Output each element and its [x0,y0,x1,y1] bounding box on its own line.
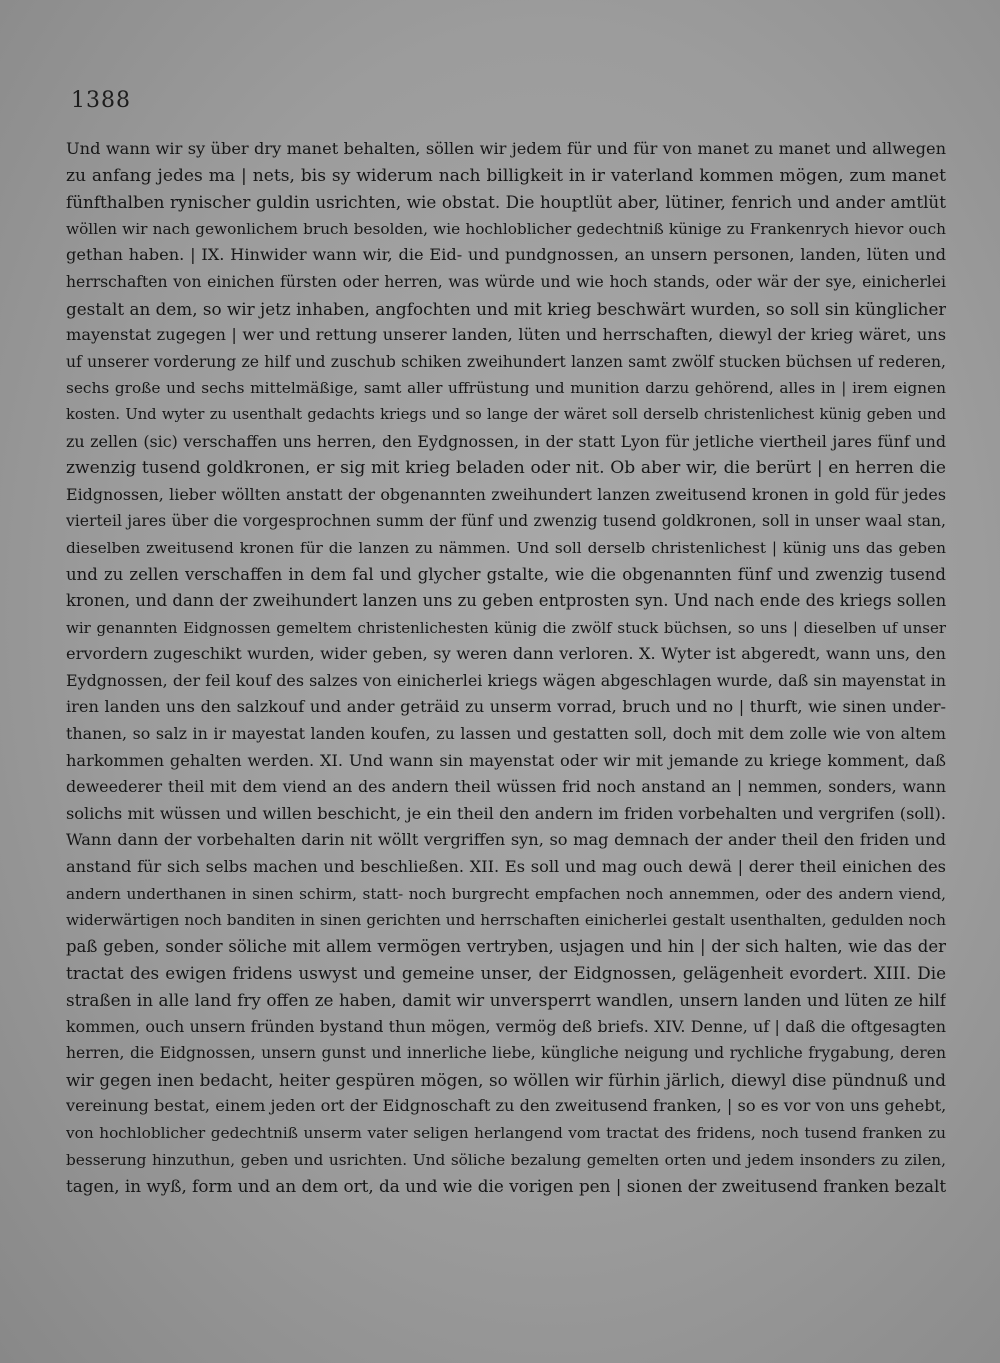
text-line: wir genannten Eidgnossen gemeltem christenlichesten künig die zwölf stuck büchsen, so uns | dieselben uf unser [66,618,946,637]
text-line: mayenstat zugegen | wer und rettung unserer landen, lüten und herrschaften, diewyl der krieg wäret, uns [66,325,946,345]
text-line: gestalt an dem, so wir jetz inhaben, angfochten und mit krieg beschwärt wurden, so soll sin künglicher [66,298,946,319]
text-line: besserung hinzuthun, geben und usrichten. Und söliche bezalung gemelten orten und jedem insonders zu zilen, [66,1150,946,1169]
text-line: vierteil jares über die vorgesprochnen summ der fünf und zwenzig tusend goldkronen, soll in unser waal stan, [66,512,946,531]
text-line: sechs große und sechs mittelmäßige, samt aller uffrüstung und munition darzu gehörend, alles in | irem eignen [66,379,946,398]
text-line: herrschaften von einichen fürsten oder herren, was würde und wie hoch stands, oder wär der sye, einicherlei [66,272,946,291]
text-line: paß geben, sonder söliche mit allem vermögen vertryben, usjagen und hin | der sich halten, wie das der [66,936,946,956]
text-line: herren, die Eidgnossen, unsern gunst und innerliche liebe, küngliche neigung und rychliche frygabung, deren [66,1044,946,1063]
text-line: gethan haben. | IX. Hinwider wann wir, die Eid- und pundgnossen, an unsern personen, landen, lüten und [66,245,946,265]
text-line: wöllen wir nach gewonlichem bruch besolden, wie hochloblicher gedechtniß künige zu Frankenrych hievor ouch [66,219,946,238]
text-line: Wann dann der vorbehalten darin nit wöllt vergriffen syn, so mag demnach der ander theil den friden und [66,830,946,850]
text-line: tagen, in wyß, form und an dem ort, da und wie die vorigen pen | sionen der zweitusend franken bezalt [66,1176,946,1197]
text-line: thanen, so salz in ir mayestat landen koufen, zu lassen und gestatten soll, doch mit dem zolle wie von altem [66,724,946,744]
text-line: widerwärtigen noch banditen in sinen gerichten und herrschaften einicherlei gestalt usenthalten, gedulden noch [66,911,946,930]
text-line: kronen, und dann der zweihundert lanzen uns zu geben entprosten syn. Und nach ende des kriegs sollen [66,591,946,611]
text-line: solichs mit wüssen und willen beschicht, je ein theil den andern im friden vorbehalten und vergrifen (soll). [66,803,946,823]
text-line: deweederer theil mit dem viend an des andern theil wüssen frid noch anstand an | nemmen, sonders, wann [66,777,946,797]
text-line: dieselben zweitusend kronen für die lanzen zu nämmen. Und soll derselb christenlichest | künig uns das geben [66,538,946,557]
text-line: zu anfang jedes ma | nets, bis sy widerum nach billigkeit in ir vaterland kommen mögen, zum manet [66,165,946,186]
text-line: Eydgnossen, der feil kouf des salzes von einicherlei kriegs wägen abgeschlagen wurde, daß sin mayenstat in [66,670,946,690]
text-line: Eidgnossen, lieber wöllten anstatt der obgenannten zweihundert lanzen zweitusend kronen in gold für jedes [66,484,946,504]
text-line: zwenzig tusend goldkronen, er sig mit krieg beladen oder nit. Ob aber wir, die berürt | en herren die [66,458,946,479]
text-line: zu zellen (sic) verschaffen uns herren, den Eydgnossen, in der statt Lyon für jetliche viertheil jares fünf und [66,431,946,451]
text-line: andern underthanen in sinen schirm, statt- noch burgrecht empfachen noch annemmen, oder des andern viend, [66,884,946,903]
page-number: 1388 [71,88,131,113]
text-line: vereinung bestat, einem jeden ort der Eidgnoschaft zu den zweitusend franken, | so es vor von uns gehebt, [66,1096,946,1116]
text-line: uf unserer vorderung ze hilf und zuschub schiken zweihundert lanzen samt zwölf stucken büchsen uf rederen, [66,352,946,371]
text-line: von hochloblicher gedechtniß unserm vater seligen herlangend vom tractat des fridens, noch tusend franken zu [66,1123,946,1142]
body-text [66,136,946,1200]
text-line: fünfthalben rynischer guldin usrichten, wie obstat. Die houptlüt aber, lütiner, fenrich und ander amtlüt [66,192,946,213]
text-line: und zu zellen verschaffen in dem fal und glycher gstalte, wie die obgenannten fünf und zwenzig tusend [66,564,946,584]
text-line: straßen in alle land fry offen ze haben, damit wir unversperrt wandlen, unsern landen und lüten ze hilf [66,990,946,1010]
text-line: anstand für sich selbs machen und beschließen. XII. Es soll und mag ouch dewä | derer theil einichen des [66,857,946,877]
text-line: Und wann wir sy über dry manet behalten, söllen wir jedem für und für von manet zu manet und allwegen [66,139,946,158]
text-line: ervordern zugeschikt wurden, wider geben, sy weren dann verloren. X. Wyter ist abgeredt, wann uns, den [66,644,946,664]
text-line: harkommen gehalten werden. XI. Und wann sin mayenstat oder wir mit jemande zu kriege komment, daß [66,750,946,770]
text-line: kosten. Und wyter zu usenthalt gedachts kriegs und so lange der wäret soll derselb christenlichest künig geben und [66,405,946,423]
text-line: iren landen uns den salzkouf und ander geträid zu unserm vorrad, bruch und no | thurft, wie sinen under- [66,697,946,717]
text-line: tractat des ewigen fridens uswyst und gemeine unser, der Eidgnossen, gelägenheit evordert. XIII. Die [66,963,946,984]
text-line: kommen, ouch unsern fründen bystand thun mögen, vermög deß briefs. XIV. Denne, uf | daß die oftgesagten [66,1016,946,1036]
text-line: wir gegen inen bedacht, heiter gespüren mögen, so wöllen wir fürhin järlich, diewyl dise pündnuß und [66,1069,946,1090]
